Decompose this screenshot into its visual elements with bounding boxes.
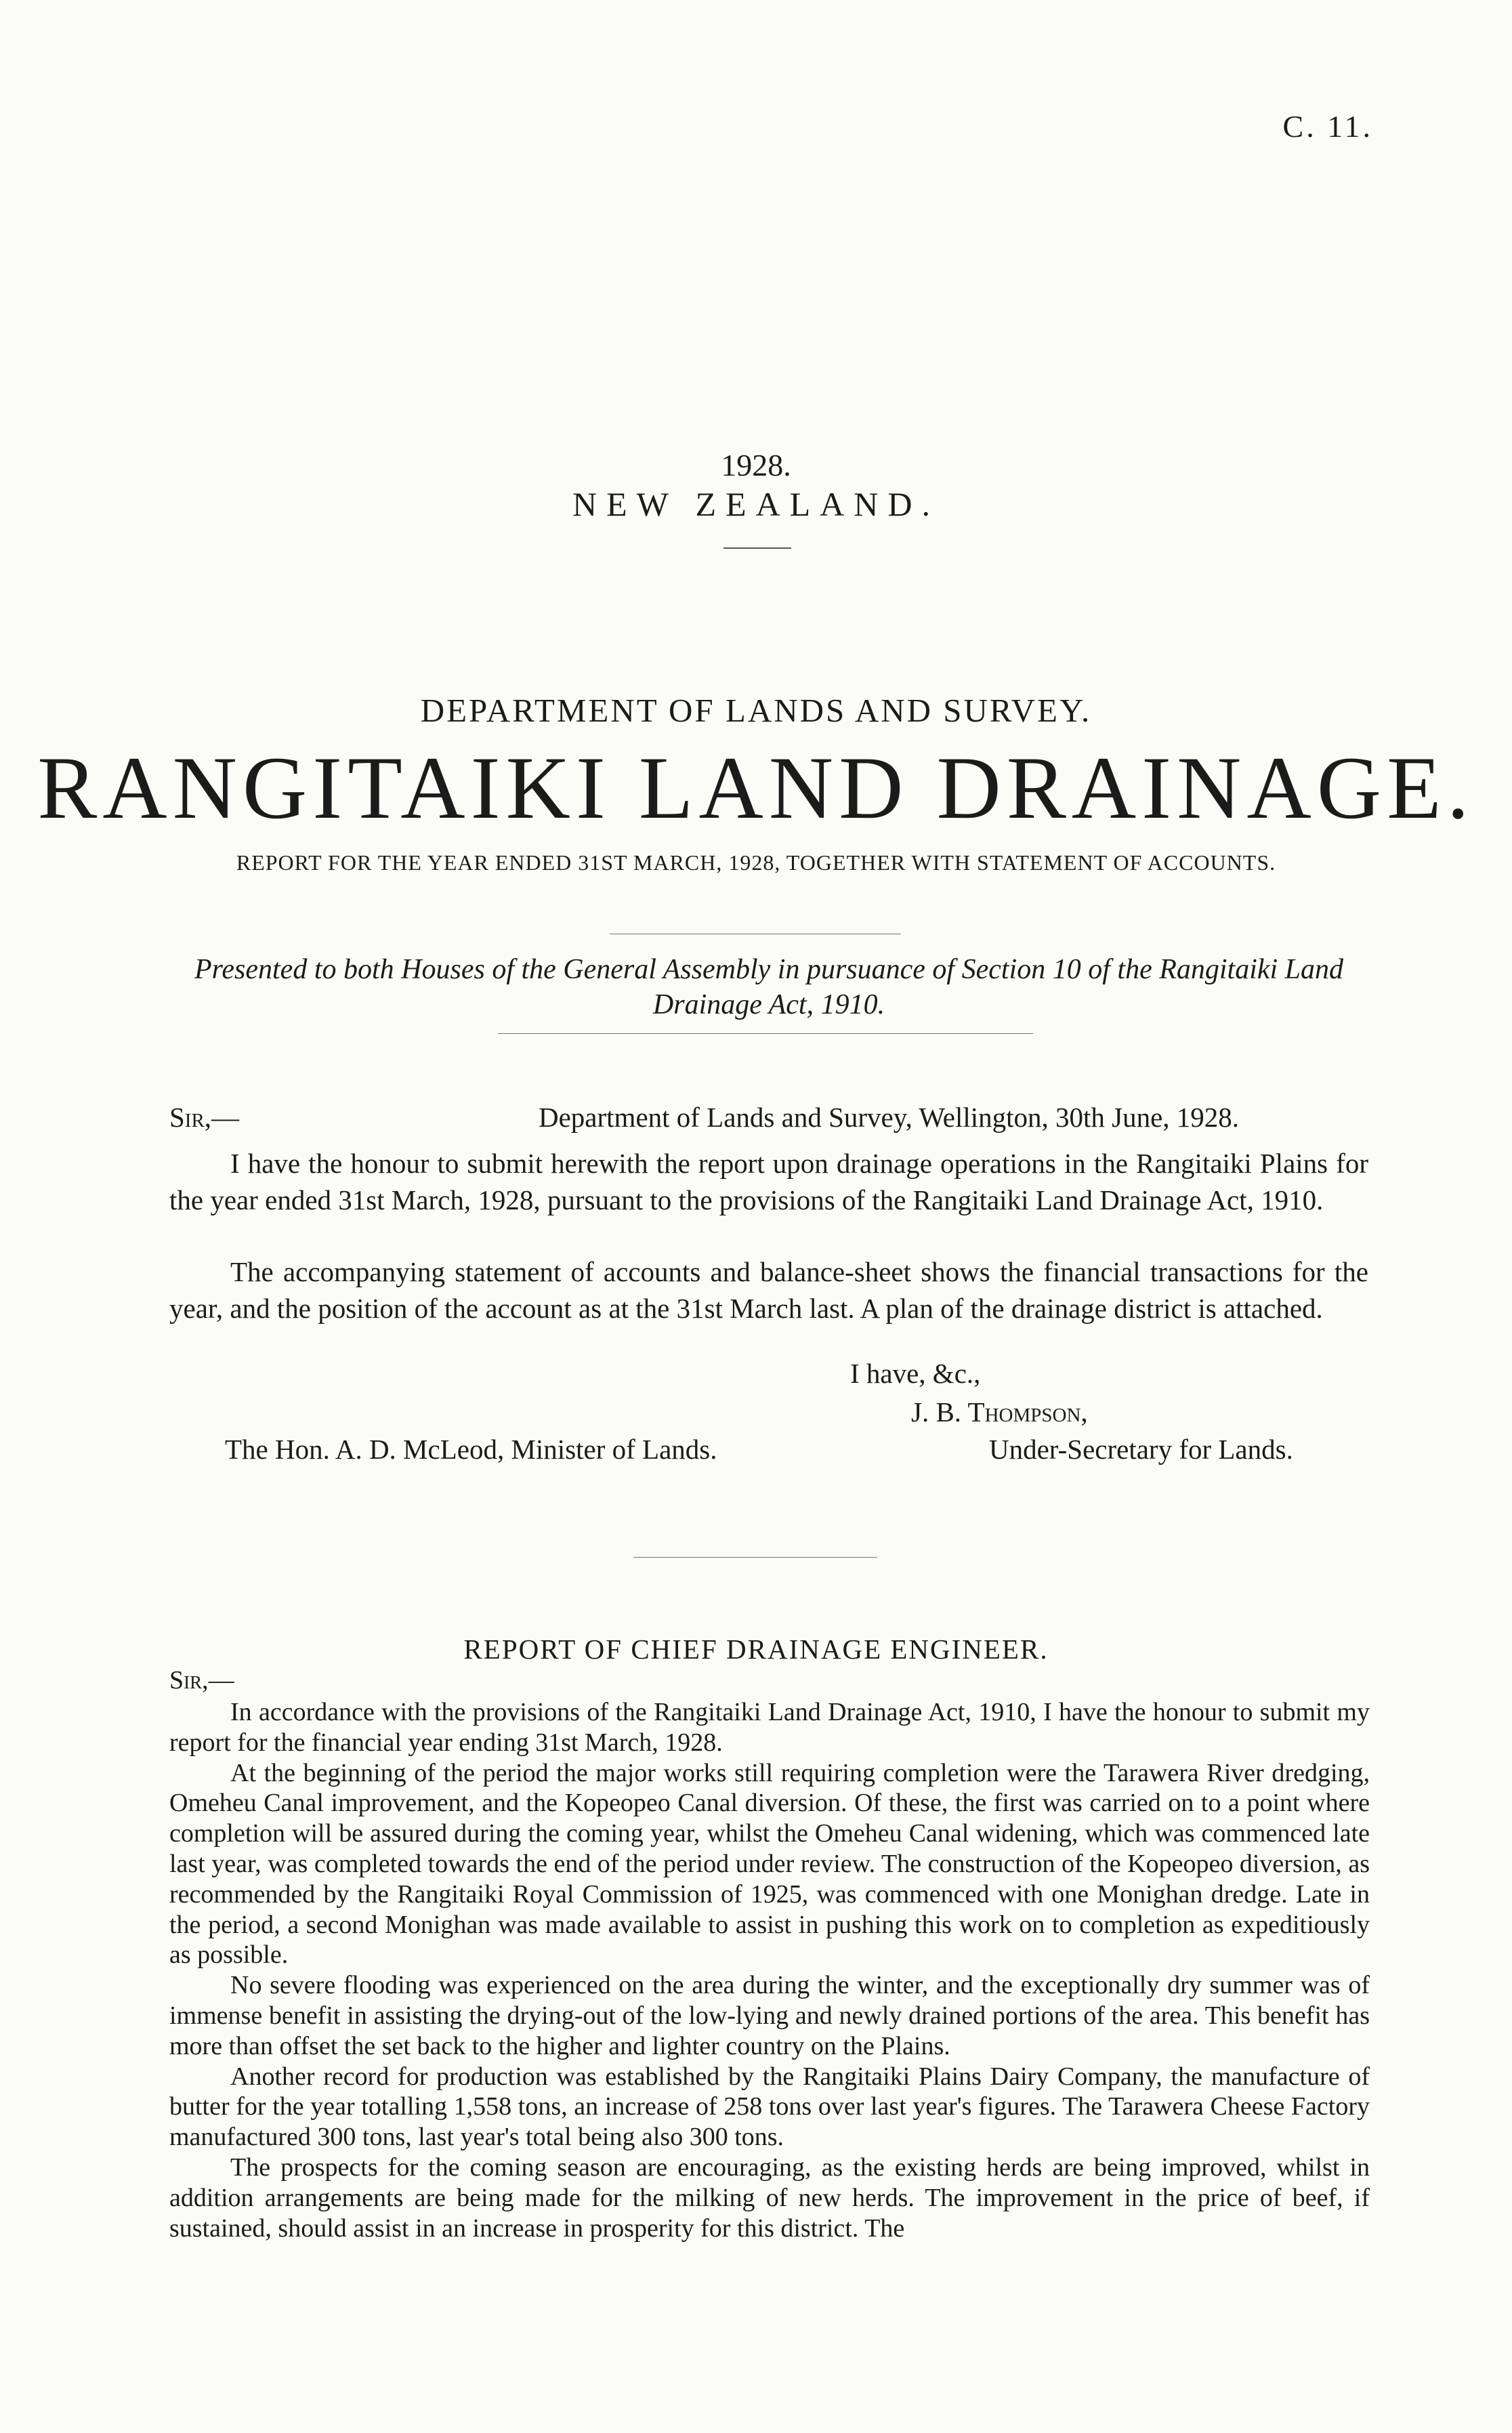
report-salutation: Sir,—	[169, 1666, 234, 1694]
report-paragraph-1: In accordance with the provisions of the Rangitaiki Land Drainage Act, 1910, I have the honour to submit my report for the financial year ending 31st March, 1928.	[169, 1698, 1370, 1757]
signatory-title: Under-Secretary for Lands.	[989, 1434, 1293, 1465]
presentation-note: Presented to both Houses of the General Assembly in pursuance of Section 10 of the Rangitaiki Land Drainage Act, 1910.	[194, 954, 1344, 1020]
divider-lower	[498, 1033, 1033, 1034]
letter-paragraph-2: The accompanying statement of accounts and balance-sheet shows the financial transactions for the year, and the position of the account as at the 31st March last. A plan of the drainage district is attached.	[169, 1256, 1368, 1324]
divider-short	[723, 547, 791, 549]
paper-reference: C. 11.	[1282, 109, 1373, 144]
country-heading: NEW ZEALAND.	[572, 485, 940, 523]
document-subtitle: REPORT FOR THE YEAR ENDED 31ST MARCH, 1928, TOGETHER WITH STATEMENT OF ACCOUNTS.	[236, 850, 1276, 875]
report-paragraph-3: No severe flooding was experienced on the area during the winter, and the exceptionally dry summer was of immense benefit in assisting the drying-out of the low-lying and newly drained portions of the area. This benefit has more than offset the set back to the higher and lighter country on the Plains.	[169, 1971, 1370, 2060]
letter-paragraph-1: I have the honour to submit herewith the report upon drainage operations in the Rangitaiki Plains for the year ended 31st March, 1928, pursuant to the provisions of the Rangitaiki Land Drainage Act, 1910.	[169, 1148, 1368, 1215]
letter-signatory: J. B. Thompson,	[911, 1396, 1088, 1428]
divider-section	[633, 1557, 877, 1558]
department-heading: DEPARTMENT OF LANDS AND SURVEY.	[420, 692, 1092, 729]
report-body	[169, 1697, 1370, 2243]
letter-addressee: The Hon. A. D. McLeod, Minister of Lands.	[225, 1434, 717, 1465]
report-paragraph-5: The prospects for the coming season are encouraging, as the existing herds are being improved, whilst in addition arrangements are being made for the milking of new herds. The improvement in the price of beef, if sustained, should assist in an increase in prosperity for this district. The	[169, 2153, 1370, 2243]
report-paragraph-2: At the beginning of the period the major works still requiring completion were the Tarawera River dredging, Omeheu Canal improvement, and the Kopeopeo Canal diversion. Of these, the first was carried on to a point where completion will be assured during the coming year, whilst the Omeheu Canal widening, which was commenced late last year, was completed towards the end of the period under review. The construction of the Kopeopeo diversion, as recommended by the Rangitaiki Royal Commission of 1925, was commenced with one Monighan dredge. Late in the period, a second Monighan was made available to assist in pushing this work on to completion as expeditiously as possible.	[169, 1758, 1370, 1970]
letter-salutation: Sir,—	[169, 1102, 240, 1133]
report-paragraph-4: Another record for production was established by the Rangitaiki Plains Dairy Company, the manufacture of butter for the year totalling 1,558 tons, an increase of 258 tons over last year's figures. The Tarawera Cheese Factory manufactured 300 tons, last year's total being also 300 tons.	[169, 2062, 1370, 2152]
report-heading: REPORT OF CHIEF DRAINAGE ENGINEER.	[463, 1634, 1049, 1665]
document-title: RANGITAIKI LAND DRAINAGE.	[37, 738, 1475, 837]
report-year: 1928.	[721, 448, 791, 482]
letter-dateline: Department of Lands and Survey, Wellington, 30th June, 1928.	[539, 1102, 1240, 1133]
letter-closing: I have, &c.,	[850, 1358, 981, 1389]
